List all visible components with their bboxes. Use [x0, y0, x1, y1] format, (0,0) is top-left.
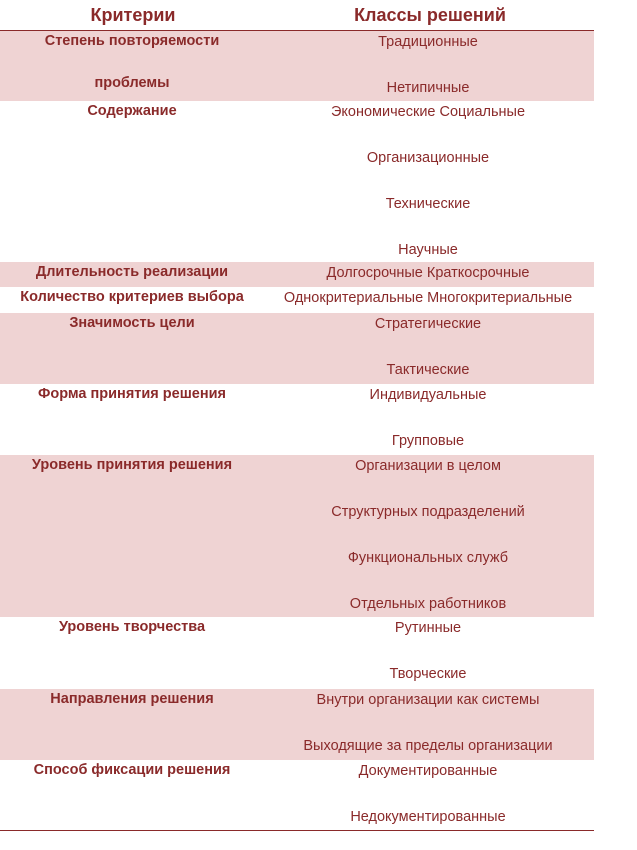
table-row-direction — [0, 689, 594, 760]
table-row-decision-level — [0, 455, 594, 617]
criterion-label: Уровень принятия решения — [31, 457, 233, 473]
criterion-label-cont: проблемы — [94, 75, 170, 91]
criterion-label: Количество критериев выбора — [20, 289, 244, 305]
class-value: Отдельных работников — [349, 596, 507, 612]
table-row-content — [0, 101, 594, 262]
table-row-duration — [0, 262, 594, 287]
classes-cell — [266, 33, 590, 99]
table-row-repeatability — [0, 31, 594, 101]
criterion-label: Степень повторяемости — [44, 33, 220, 49]
criterion-cell — [0, 103, 264, 119]
criterion-label: Длительность реализации — [35, 264, 229, 280]
classes-cell — [266, 457, 590, 615]
table-row-fixation-method — [0, 760, 594, 831]
criterion-label: Содержание — [87, 103, 177, 119]
class-value: Традиционные — [378, 34, 478, 50]
criterion-cell — [0, 264, 264, 280]
classes-cell — [266, 691, 590, 757]
criterion-cell — [0, 619, 264, 635]
class-value: Технические — [385, 196, 471, 212]
class-value: Организационные — [366, 150, 490, 166]
classes-cell — [266, 289, 590, 309]
class-value: Организации в целом — [355, 458, 501, 474]
class-value: Внутри организации как системы — [316, 692, 540, 708]
criterion-label: Значимость цели — [69, 315, 195, 331]
class-value: Структурных подразделений — [331, 504, 525, 520]
criterion-label: Уровень творчества — [58, 619, 206, 635]
class-value: Выходящие за пределы организации — [303, 738, 553, 754]
criterion-label: Форма принятия решения — [38, 386, 226, 402]
criterion-label: Способ фиксации решения — [33, 762, 231, 778]
class-value: Недокументированные — [350, 809, 506, 825]
class-value: Творческие — [389, 666, 467, 682]
criterion-cell — [0, 33, 264, 91]
table-bottom-rule — [0, 830, 594, 831]
table-row-criteria-count — [0, 287, 594, 313]
table-row-goal-significance — [0, 313, 594, 384]
class-value: Экономические Социальные — [330, 104, 526, 120]
classes-cell — [266, 315, 590, 381]
class-value: Научные — [398, 242, 458, 258]
classes-cell — [266, 386, 590, 452]
class-value: Документированные — [358, 763, 498, 779]
classes-cell — [266, 619, 590, 685]
header-criteria: Критерии — [90, 5, 176, 25]
table-row-creativity — [0, 617, 594, 689]
criterion-label: Направления решения — [50, 691, 214, 707]
classes-cell — [266, 264, 590, 284]
class-value: Групповые — [391, 433, 465, 449]
header-classes: Классы решений — [354, 5, 506, 25]
table-header — [0, 0, 594, 31]
criterion-cell — [0, 315, 264, 331]
class-value: Нетипичные — [386, 80, 470, 96]
criterion-cell — [0, 457, 264, 473]
classes-cell — [266, 762, 590, 828]
class-value: Индивидуальные — [369, 387, 487, 403]
class-value: Стратегические — [374, 316, 482, 332]
class-value: Тактические — [386, 362, 470, 378]
criterion-cell — [0, 289, 264, 305]
criterion-cell — [0, 762, 264, 778]
class-value: Рутинные — [394, 620, 462, 636]
class-value: Функциональных служб — [347, 550, 509, 566]
class-value: Однокритериальные Многокритериальные — [283, 290, 573, 306]
table-row-decision-form — [0, 384, 594, 455]
criterion-cell — [0, 386, 264, 402]
class-value: Долгосрочные Краткосрочные — [326, 265, 530, 281]
classes-cell — [266, 103, 590, 261]
criterion-cell — [0, 691, 264, 707]
